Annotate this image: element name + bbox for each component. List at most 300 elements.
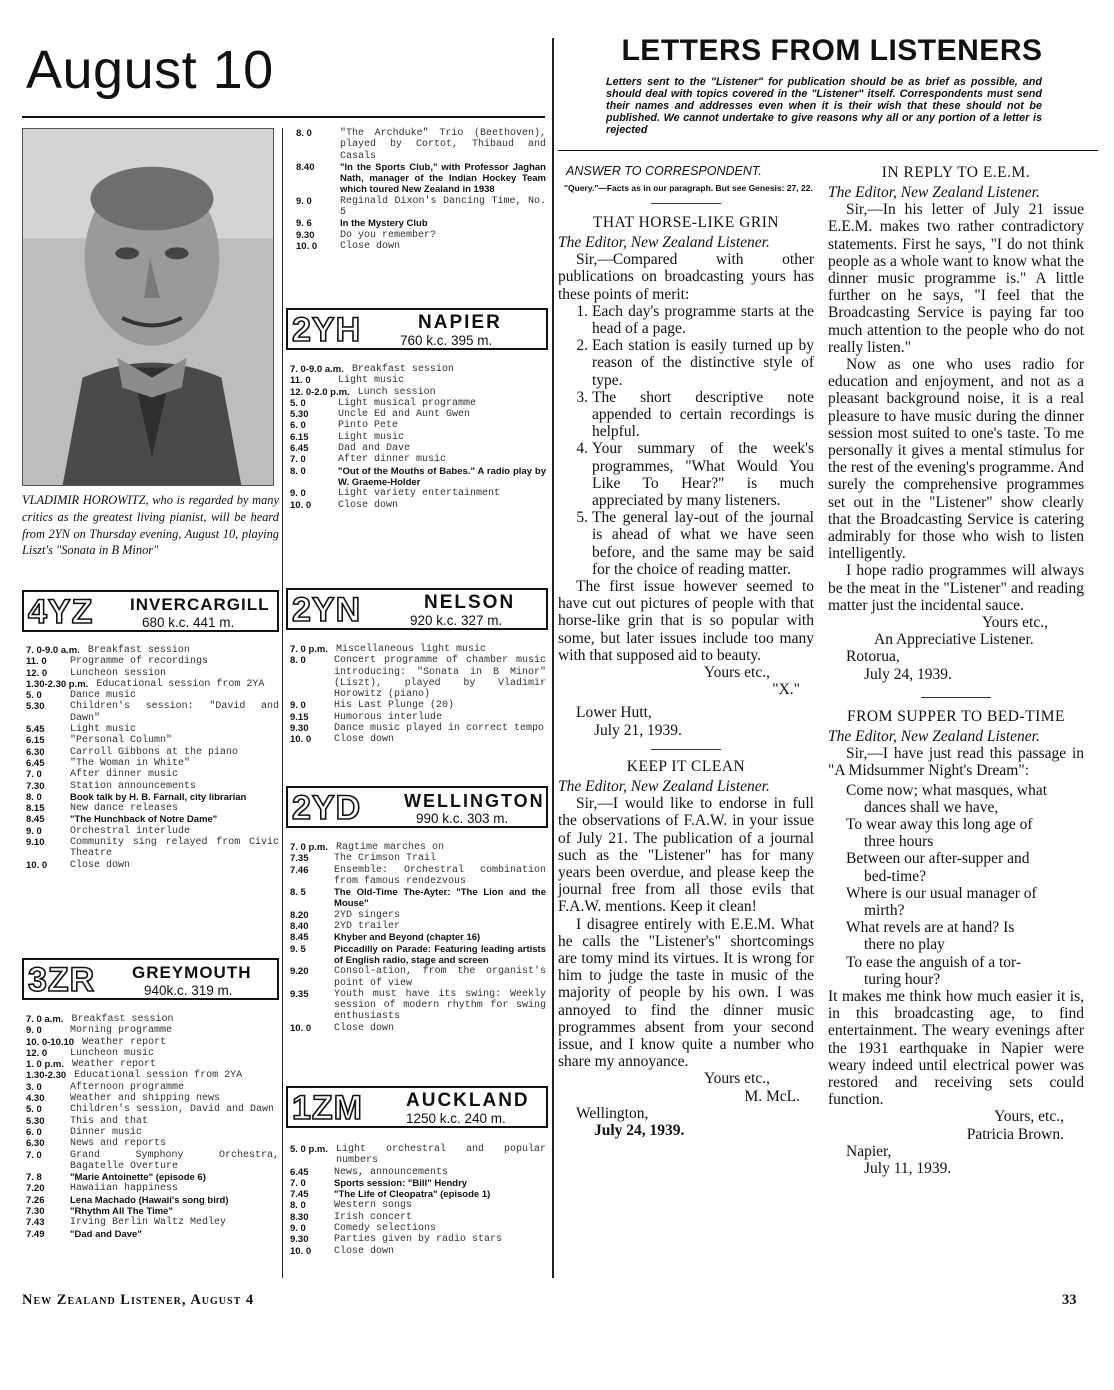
program-time: 6.45 (290, 443, 309, 455)
station-call-sign: 2YN (292, 591, 362, 629)
program-time: 7.30 (26, 780, 45, 792)
program-time: 10. 0 (26, 859, 48, 871)
program-row (26, 803, 279, 814)
program-title: Ensemble: Orchestral combination from famous rendezvous (334, 864, 546, 887)
list-number: 2. (576, 337, 588, 355)
program-time: 1.30-2.30 p.m. (26, 678, 89, 690)
program-time: 7. 0 p.m. (290, 842, 329, 853)
verse-line: mirth? (864, 901, 905, 919)
program-title: Breakfast session (87, 645, 190, 656)
station-frequency: 1250 k.c. 240 m. (406, 1111, 506, 1126)
page-footer-title: New Zealand Listener, August 4 (22, 1292, 255, 1308)
program-time: 9.30 (290, 1234, 309, 1246)
program-row (290, 500, 546, 511)
program-title: News, announcements (334, 1166, 449, 1178)
program-time: 9.20 (290, 966, 309, 978)
program-row (26, 747, 279, 758)
program-time: 9. 0 (296, 195, 312, 207)
program-title: Consol-ation, from the organist's point of view (334, 966, 546, 989)
program-time: 6.15 (26, 735, 45, 747)
program-title: Lunch session (357, 386, 436, 398)
letter-paragraph: Sir,—I have just read this passage in "A Midsummer Night's Dream": (828, 745, 1084, 780)
program-time: 6.45 (290, 1166, 309, 1178)
program-row (290, 432, 546, 443)
program-title: Children's session, David and Dawn (70, 1104, 275, 1116)
program-title: Breakfast session (71, 1014, 174, 1025)
program-title: Weather report (72, 1059, 157, 1071)
letter-place: Wellington, (576, 1104, 649, 1122)
separator (921, 697, 991, 698)
program-title: "The Woman in White" (70, 757, 191, 769)
program-row (26, 814, 279, 825)
program-time: 8. 5 (290, 887, 306, 899)
program-row (290, 1200, 546, 1211)
photo-caption: VLADIMIR HOROWITZ, who is regarded by many critics as the greatest living pianist, will be heard from 2YN on Thursday evening, August 10, playing Liszt's "Sonata in B Minor" (22, 493, 279, 558)
letter-closing: Yours etc., (703, 664, 770, 682)
list-item (558, 389, 814, 441)
program-title: Light musical programme (338, 397, 477, 409)
program-time: 7. 0-9.0 a.m. (26, 645, 80, 656)
program-time: 9.10 (26, 837, 45, 849)
station-call-sign: 2YD (292, 789, 362, 827)
letter-date: July 24, 1939. (594, 1121, 685, 1139)
program-row (290, 1144, 546, 1167)
program-time: 8. 0 (26, 791, 42, 803)
letter-title: FROM SUPPER TO BED-TIME (846, 707, 1066, 725)
program-time: 9. 6 (296, 218, 312, 230)
program-title: Afternoon programme (70, 1081, 185, 1093)
merit-list (558, 303, 814, 578)
answer-heading: ANSWER TO CORRESPONDENT. (566, 164, 762, 178)
program-row (290, 1189, 546, 1200)
program-row (26, 781, 279, 792)
station-call-sign: 1ZM (292, 1089, 363, 1127)
program-row (290, 420, 546, 431)
program-time: 5.30 (26, 1115, 45, 1127)
program-title: Community sing relayed from Civic Theatre (70, 837, 279, 860)
station-call-sign: 2YH (292, 311, 362, 349)
program-title: "The Life of Cleopatra" (episode 1) (334, 1189, 491, 1201)
program-time: 12. 0-2.0 p.m. (290, 386, 350, 398)
letter-salutation: The Editor, New Zealand Listener. (828, 727, 1040, 745)
program-title: Educational session from 2YA (74, 1070, 243, 1082)
program-row (290, 1212, 546, 1223)
program-title: Irish concert (334, 1211, 413, 1223)
station-box-2yh (286, 308, 548, 350)
letter-signature: Patricia Brown. (966, 1125, 1064, 1143)
program-time: 6.45 (26, 757, 45, 769)
program-time: 7.43 (26, 1217, 45, 1229)
program-title: Ragtime marches on (336, 842, 445, 853)
station-box-2yn (286, 588, 548, 630)
station-city: NELSON (424, 592, 516, 613)
program-time: 12. 0 (26, 1047, 48, 1059)
program-row (290, 1246, 546, 1257)
letter-place: Rotorua, (846, 648, 900, 666)
column-divider-main (552, 38, 554, 1278)
program-row (26, 1127, 279, 1138)
program-list-3zr (26, 1014, 279, 1240)
program-row (290, 887, 546, 910)
program-title: Children's session: "David and Dawn" (70, 701, 279, 724)
letter-title: IN REPLY TO E.E.M. (881, 164, 1031, 181)
station-city: INVERCARGILL (130, 595, 270, 614)
program-time: 6.15 (290, 431, 309, 443)
program-row (26, 1116, 279, 1127)
program-row (26, 1172, 279, 1183)
program-time: 7.46 (290, 864, 309, 876)
station-city: GREYMOUTH (132, 963, 252, 982)
verse-line: Come now; what masques, what (846, 781, 1048, 799)
program-row (290, 910, 546, 921)
program-title: 2YD trailer (334, 921, 401, 933)
program-time: 10. 0 (290, 499, 312, 511)
program-time: 10. 0 (290, 1245, 312, 1257)
program-title: Station announcements (70, 780, 197, 792)
program-row (290, 921, 546, 932)
program-title: "The Archduke" Trio (Beethoven), played by Cortot, Thibaud and Casals (340, 128, 546, 162)
program-row (290, 700, 546, 711)
program-title: 2YD singers (334, 909, 401, 921)
program-time: 7. 0-9.0 a.m. (290, 364, 344, 375)
letter-signature: "X." (772, 681, 800, 699)
program-row (290, 944, 546, 967)
station-city: WELLINGTON (404, 791, 545, 811)
station-box-3zr (22, 958, 279, 1000)
page-date-heading: August 10 (26, 40, 274, 100)
station-box-4yz (22, 590, 279, 632)
program-row (26, 1014, 279, 1025)
letters-intro: Letters sent to the "Listener" for publication should be as brief as possible, and should deal with topics covered in the "Listener" itself. Correspondents must send their names and addresses even when it is their wish that these should not be published. We cannot undertake to give reasons why all or any portion of a letter is rejected (606, 76, 1042, 136)
program-title: Close down (70, 859, 131, 871)
program-time: 7. 0 (290, 1177, 306, 1189)
program-title: In the Mystery Club (340, 218, 428, 230)
program-row (26, 679, 279, 690)
program-time: 8. 0 (290, 1200, 306, 1212)
program-row (290, 734, 546, 745)
verse-line: To wear away this long age of (846, 815, 1033, 833)
station-city: AUCKLAND (406, 1090, 530, 1111)
program-time: 5. 0 (26, 1104, 42, 1116)
program-row (290, 466, 546, 489)
program-row (290, 443, 546, 454)
program-title: Khyber and Beyond (chapter 16) (334, 932, 481, 944)
program-time: 9. 0 (290, 488, 306, 500)
portrait-photo (22, 128, 274, 486)
verse-line: What revels are at hand? Is (846, 919, 1015, 937)
program-title: "Out of the Mouths of Babes." A radio play by W. Graeme-Holder (338, 465, 546, 488)
program-time: 10. 0 (290, 734, 312, 746)
program-title: "Personal Column" (70, 735, 173, 747)
program-time: 8.45 (290, 932, 309, 944)
program-time: 8. 0 (296, 128, 312, 139)
program-title: Grand Symphony Orchestra, Bagatelle Overture (70, 1149, 279, 1172)
program-time: 10. 0-10.10 (26, 1036, 75, 1048)
program-title: Light variety entertainment (338, 488, 501, 500)
program-title: Close down (334, 1245, 395, 1257)
letter-paragraph: It makes me think how much easier it is, in this broadcasting age, to find entertainment. The weary evenings after the 1931 earthquake in Napier were weary indeed until electrical power was restored and receiving sets could function. (828, 987, 1084, 1109)
program-title: Irving Berlin Waltz Medley (70, 1217, 227, 1229)
letter-paragraph: Sir,—In his letter of July 21 issue E.E.M. makes two rather contradictory statements. First he says, "I do not think people as a whole want to know what the dinner music programme is." A little further on he says, "I feel that the Broadcasting Service is paying far too much attention to the people who do not really listen." (828, 201, 1084, 356)
program-row (290, 655, 546, 700)
program-title: Luncheon music (70, 1047, 155, 1059)
program-list-4yz (26, 645, 279, 871)
program-row (26, 1037, 279, 1048)
program-row (26, 837, 279, 860)
program-time: 7.20 (26, 1183, 45, 1195)
program-time: 9.30 (296, 229, 315, 241)
program-title: Hawaiian happiness (70, 1183, 179, 1195)
list-text: Your summary of the week's programmes, "What Would You Like To Hear?" is much appreciated by many listeners. (592, 440, 814, 510)
program-row (26, 860, 279, 871)
program-title: Close down (334, 734, 395, 746)
program-title: Light music (70, 724, 137, 736)
program-row (290, 989, 546, 1023)
program-row (296, 218, 546, 229)
program-title: Concert programme of chamber music introducing: "Sonata in B Minor" (Liszt), played by Vladimir Horowitz (piano) (334, 655, 546, 701)
program-row (26, 656, 279, 667)
program-title: The Crimson Trail (334, 853, 437, 865)
program-row (26, 1217, 279, 1228)
program-row (290, 454, 546, 465)
program-row (26, 758, 279, 769)
list-text: The short descriptive note appended to certain recordings is helpful. (592, 388, 814, 441)
program-row (290, 488, 546, 499)
program-time: 11. 0 (26, 656, 47, 668)
program-title: Light orchestral and popular numbers (336, 1144, 546, 1167)
program-title: This and that (70, 1115, 149, 1127)
program-row (26, 792, 279, 803)
station-city: NAPIER (418, 312, 502, 333)
program-time: 10. 0 (290, 1022, 312, 1034)
program-title: Western songs (334, 1200, 413, 1212)
program-row (26, 1070, 279, 1081)
program-row (26, 668, 279, 679)
program-time: 7.30 (26, 1206, 45, 1218)
program-title: "Dad and Dave" (70, 1228, 142, 1240)
letters-heading: LETTERS FROM LISTENERS (621, 34, 1043, 67)
program-continuation (296, 128, 546, 252)
program-row (290, 1223, 546, 1234)
program-time: 7. 0 (26, 769, 42, 781)
program-title: Weather report (82, 1036, 167, 1048)
program-title: News and reports (70, 1138, 167, 1150)
program-title: Youth must have its swing: Weekly session of modern rhythm for swing enthusiasts (334, 988, 546, 1023)
letter-title: KEEP IT CLEAN (626, 757, 746, 775)
program-title: Luncheon session (70, 667, 167, 679)
program-row (296, 230, 546, 241)
list-number: 1. (576, 302, 588, 320)
program-time: 3. 0 (26, 1081, 42, 1093)
program-time: 9. 0 (290, 1223, 306, 1235)
program-time: 9.30 (290, 723, 309, 735)
letter-paragraph: Sir,—I would like to endorse in full the observations of F.A.W. in your issue of July 21. The publication of a journal such as the "Listener" has for many years been overdue, and please keep the journal free from all those evils that F.A.W. mentions. Keep it clean! (558, 795, 814, 916)
program-time: 1. 0 p.m. (26, 1059, 65, 1071)
program-title: Do you remember? (340, 229, 437, 241)
program-row (26, 1150, 279, 1173)
program-title: Piccadilly on Parade: Featuring leading artists of English radio, stage and screen (334, 943, 546, 966)
letter-date: July 11, 1939. (864, 1159, 952, 1177)
program-title: Light music (338, 375, 405, 387)
program-row (26, 690, 279, 701)
program-row (26, 1082, 279, 1093)
letter-paragraph: The first issue however seemed to have cut out pictures of people with that horse-like grin that is so popular with some, but later issues include too many with that supposed aid to beauty. (558, 578, 814, 664)
program-list-2yh (290, 364, 546, 511)
list-item (558, 440, 814, 509)
header-rule (22, 116, 545, 118)
program-title: Light music (338, 431, 405, 443)
program-row (290, 1234, 546, 1245)
program-row (26, 1025, 279, 1036)
station-frequency: 990 k.c. 303 m. (416, 811, 509, 826)
program-title: Miscellaneous light music (336, 644, 487, 655)
letter-place: Napier, (846, 1142, 892, 1160)
program-time: 8.20 (290, 909, 309, 921)
list-number: 5. (576, 509, 588, 527)
program-title: Sports session: "Bill" Hendry (334, 1177, 468, 1189)
program-title: Breakfast session (351, 364, 454, 375)
program-title: Morning programme (70, 1025, 173, 1037)
program-time: 10. 0 (296, 240, 318, 252)
page-number: 33 (1062, 1292, 1077, 1308)
verse-line: turing hour? (864, 970, 941, 988)
program-time: 8. 0 (290, 465, 306, 477)
program-time: 6.30 (26, 746, 45, 758)
program-time: 7. 0 (290, 454, 306, 466)
program-list-1zm (290, 1144, 546, 1257)
program-time: 9. 0 (26, 825, 42, 837)
program-title: Dance music played in correct tempo (334, 723, 545, 735)
program-title: After dinner music (338, 454, 447, 466)
program-time: 12. 0 (26, 667, 48, 679)
letter-paragraph: Sir,—Compared with other publications on broadcasting yours has these points of merit: (558, 251, 814, 303)
letter-place: Lower Hutt, (576, 704, 652, 722)
program-row (296, 241, 546, 252)
program-time: 5. 0 p.m. (290, 1144, 329, 1155)
station-box-1zm (286, 1086, 548, 1128)
letter-closing: Yours, etc., (994, 1108, 1064, 1126)
program-title: Humorous interlude (334, 711, 443, 723)
program-row (290, 865, 546, 888)
letter-paragraph: I hope radio programmes will always be the meat in the "Listener" and reading matter just the incidental sauce. (828, 562, 1084, 614)
program-title: Carroll Gibbons at the piano (70, 746, 239, 758)
station-call-sign: 3ZR (28, 961, 96, 999)
list-text: The general lay-out of the journal is ahead of what we have seen before, and the same may be said for the choice of reading matter. (592, 509, 814, 578)
program-time: 6.30 (26, 1138, 45, 1150)
program-row (290, 966, 546, 989)
program-title: Orchestral interlude (70, 825, 191, 837)
program-row (26, 701, 279, 724)
program-row (290, 387, 546, 398)
program-title: Book talk by H. B. Farnall, city librarian (70, 791, 247, 803)
program-row (290, 712, 546, 723)
program-row (290, 1023, 546, 1034)
station-frequency: 760 k.c. 395 m. (400, 333, 493, 348)
program-time: 8.40 (290, 921, 309, 933)
program-time: 9. 0 (290, 700, 306, 712)
letters-column-right (828, 164, 1084, 1177)
program-row (26, 1104, 279, 1115)
list-number: 3. (576, 388, 588, 406)
program-time: 7. 0 a.m. (26, 1014, 64, 1025)
program-title: Close down (340, 240, 401, 252)
program-row (290, 723, 546, 734)
letter-signature: An Appreciative Listener. (874, 631, 1034, 649)
list-item (558, 337, 814, 389)
program-title: Programme of recordings (70, 656, 209, 668)
program-title: After dinner music (70, 769, 179, 781)
program-title: Dinner music (70, 1126, 143, 1138)
station-frequency: 920 k.c. 327 m. (410, 613, 503, 628)
verse-line: bed-time? (864, 867, 926, 885)
program-time: 5.30 (290, 409, 309, 421)
letter-salutation: The Editor, New Zealand Listener. (558, 234, 770, 251)
program-title: New dance releases (70, 803, 179, 815)
answer-text: "Query."—Facts as in our paragraph. But see Genesis: 27, 22. (564, 183, 813, 193)
program-time: 7. 0 p.m. (290, 644, 329, 655)
program-time: 9.35 (290, 988, 309, 1000)
letter-paragraph: I disagree entirely with E.E.M. What he calls the "Listener's" shortcomings are tomy mind its virtues. It is wrong for him to judge the taste in music of the majority of people by his own. I was annoyed to find the dinner music programmes absent from your second issue, and I know quite a number who share my annoyance. (558, 915, 814, 1071)
letter-salutation: The Editor, New Zealand Listener. (828, 184, 1040, 201)
program-row (26, 645, 279, 656)
program-row (290, 853, 546, 864)
program-time: 5. 0 (26, 690, 42, 702)
program-time: 8.45 (26, 814, 45, 826)
letter-closing: Yours etc., (981, 614, 1048, 632)
program-title: "In the Sports Club," with Professor Jaghan Nath, manager of the Indian Hockey Team which toured New Zealand in 1938 (340, 161, 546, 196)
program-row (290, 398, 546, 409)
program-time: 7. 8 (26, 1172, 42, 1184)
program-time: 8. 0 (290, 655, 306, 667)
verse-line: there no play (864, 936, 945, 954)
quoted-verse (846, 782, 1084, 988)
letter-date: July 24, 1939. (864, 665, 952, 683)
station-box-2yd (286, 786, 548, 828)
program-time: 5.45 (26, 724, 45, 736)
program-time: 1.30-2.30 (26, 1070, 67, 1082)
program-title: Dance music (70, 690, 137, 702)
program-time: 7.35 (290, 853, 309, 865)
program-title: Uncle Ed and Aunt Gwen (338, 409, 471, 421)
program-row (290, 932, 546, 943)
program-title: Dad and Dave (338, 443, 411, 455)
program-time: 8.15 (26, 803, 45, 815)
program-row (290, 644, 546, 655)
letter-salutation: The Editor, New Zealand Listener. (558, 777, 770, 795)
list-item (558, 303, 814, 337)
program-time: 11. 0 (290, 375, 311, 387)
program-time: 9. 5 (290, 943, 306, 955)
verse-line: Where is our usual manager of (846, 884, 1037, 902)
program-row (26, 724, 279, 735)
program-time: 5. 0 (290, 397, 306, 409)
program-title: "Rhythm All The Time" (70, 1206, 173, 1218)
separator (651, 203, 721, 204)
program-row (290, 842, 546, 853)
program-row (290, 375, 546, 386)
verse-line: To ease the anguish of a tor- (846, 953, 1022, 971)
list-number: 4. (576, 440, 588, 458)
letter-date: July 21, 1939. (594, 721, 682, 739)
program-row (26, 1138, 279, 1149)
program-row (296, 128, 546, 162)
program-time: 7.49 (26, 1228, 45, 1240)
program-row (290, 1167, 546, 1178)
program-row (26, 769, 279, 780)
program-row (26, 1195, 279, 1206)
program-time: 6. 0 (290, 420, 306, 432)
program-row (290, 409, 546, 420)
